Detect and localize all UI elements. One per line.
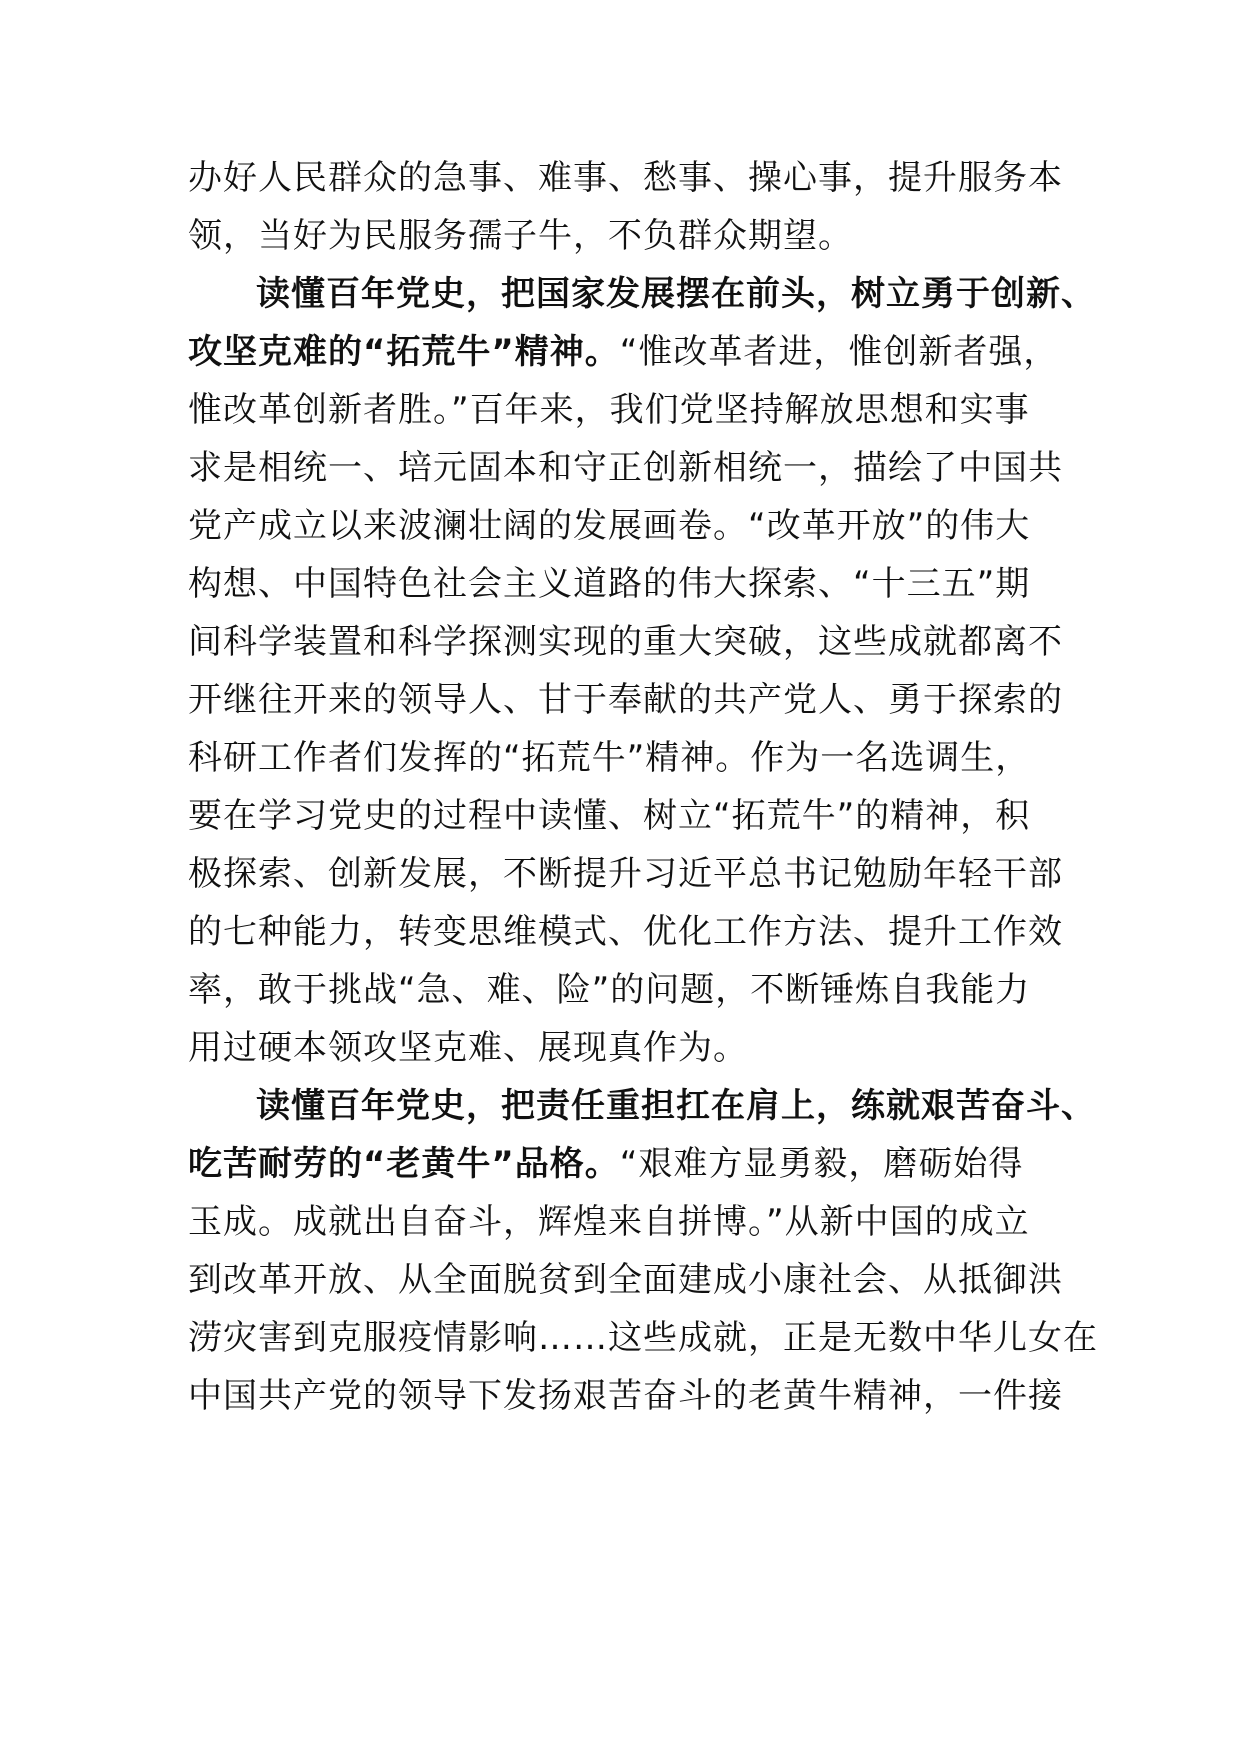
text-line-4 xyxy=(188,332,1058,372)
text-line-19: 玉成。成就出自奋斗，辉煌来自拼博。”从新中国的成立 xyxy=(188,1202,1030,1242)
text-line-12: 要在学习党史的过程中读懂、树立“拓荒牛”的精神，积 xyxy=(188,796,1031,836)
text-line-15: 率，敢于挑战“急、难、险”的问题，不断锤炼自我能力 xyxy=(188,970,1031,1010)
text-line-10: 开继往开来的领导人、甘于奉献的共产党人、勇于探索的 xyxy=(188,680,1063,720)
text-line-14: 的七种能力，转变思维模式、优化工作方法、提升工作效 xyxy=(188,912,1063,952)
quote-start-1: “惟改革者进，惟创新者强， xyxy=(619,332,1059,372)
text-line-2: 领，当好为民服务孺子牛，不负群众期望。 xyxy=(188,216,853,256)
text-line-21: 涝灾害到克服疫情影响……这些成就，正是无数中华儿女在 xyxy=(188,1318,1098,1358)
text-line-8: 构想、中国特色社会主义道路的伟大探索、“十三五”期 xyxy=(188,564,1031,604)
text-line-16: 用过硬本领攻坚克难、展现真作为。 xyxy=(188,1028,748,1068)
text-line-7: 党产成立以来波澜壮阔的发展画卷。“改革开放”的伟大 xyxy=(188,506,1031,546)
text-line-1: 办好人民群众的急事、难事、愁事、操心事，提升服务本 xyxy=(188,158,1063,198)
text-line-5: 惟改革创新者胜。”百年来，我们党坚持解放思想和实事 xyxy=(188,390,1030,430)
text-line-20: 到改革开放、从全面脱贫到全面建成小康社会、从抵御洪 xyxy=(188,1260,1063,1300)
section-heading-1-line-1: 读懂百年党史，把国家发展摆在前头，树立勇于创新、 xyxy=(256,274,1096,314)
text-line-13: 极探索、创新发展，不断提升习近平总书记勉励年轻干部 xyxy=(188,854,1063,894)
text-line-9: 间科学装置和科学探测实现的重大突破，这些成就都离不 xyxy=(188,622,1063,662)
text-line-18 xyxy=(188,1144,1023,1184)
section-heading-2-line-1: 读懂百年党史，把责任重担扛在肩上，练就艰苦奋斗、 xyxy=(256,1086,1096,1126)
text-line-6: 求是相统一、培元固本和守正创新相统一，描绘了中国共 xyxy=(188,448,1063,488)
quote-start-2: “艰难方显勇毅，磨砺始得 xyxy=(619,1144,1024,1184)
text-line-22: 中国共产党的领导下发扬艰苦奋斗的老黄牛精神，一件接 xyxy=(188,1376,1063,1416)
section-heading-2-line-2: 吃苦耐劳的“老黄牛”品格。 xyxy=(188,1144,620,1184)
section-heading-1-line-2: 攻坚克难的“拓荒牛”精神。 xyxy=(188,332,620,372)
text-line-11: 科研工作者们发挥的“拓荒牛”精神。作为一名选调生， xyxy=(188,738,1031,778)
